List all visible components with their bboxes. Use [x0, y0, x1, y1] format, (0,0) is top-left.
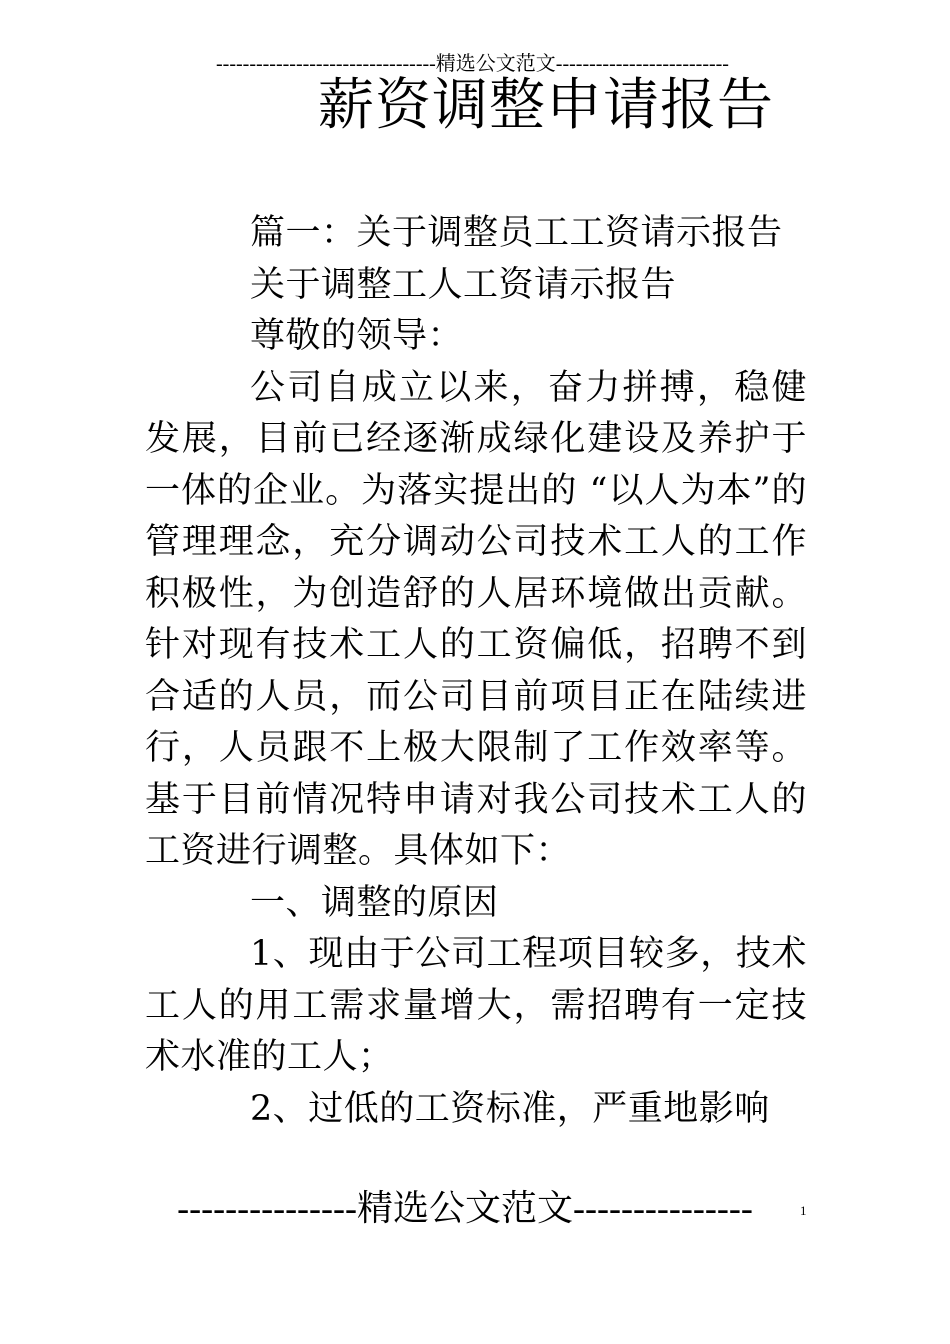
page-header: ---------------------------------精选公文范文--------------------------	[216, 53, 729, 75]
document-title: 薪资调整申请报告	[318, 73, 774, 138]
page-footer: ---------------精选公文范文---------------	[177, 1188, 753, 1228]
document-body	[145, 208, 807, 1135]
reason-item-1: 1、现由于公司工程项目较多，技术工人的用工需求量增大，需招聘有一定技术水准的工人；	[145, 934, 807, 1077]
report-subtitle: 关于调整工人工资请示报告	[250, 264, 677, 305]
page-number: 1	[800, 1203, 807, 1218]
salutation: 尊敬的领导：	[250, 316, 464, 356]
reason-heading: 一、调整的原因	[250, 882, 499, 923]
reason-item-2: 2、过低的工资标准，严重地影响	[250, 1088, 770, 1129]
body-paragraph: 公司自成立以来，奋力拼搏，稳健发展，目前已经逐渐成绿化建设及养护于一体的企业。为落实提出的 “以人为本”的管理理念，充分调动公司技术工人的工作积极性，为创造舒的人居环境做出贡献。针对现有技术工人的工资偏低，招聘不到合适的人员，而公司目前项目正在陆续进行，人员跟不上极大限制了工作效率等。基于目前情况特申请对我公司技术工人的工资进行调整。具体如下：	[145, 367, 807, 871]
section-heading: 篇一：关于调整员工工资请示报告	[250, 213, 783, 253]
